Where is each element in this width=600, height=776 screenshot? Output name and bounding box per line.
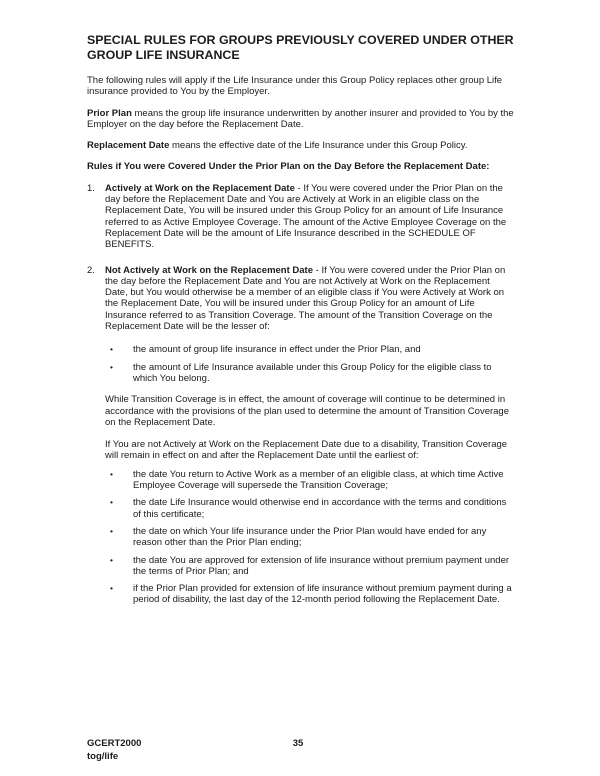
lesser-bullet-1-text: the amount of group life insurance in effect under the Prior Plan, and [133, 344, 421, 356]
earliest-bullet-3-text: the date on which Your life insurance under the Prior Plan would have ended for any reason other than the Prior Plan ending; [133, 525, 487, 549]
bullet-icon: • [110, 554, 113, 565]
item-2-paragraph [105, 265, 515, 333]
earliest-bullet-4 [105, 555, 515, 578]
bullet-icon: • [110, 468, 113, 479]
item-2-body [105, 265, 515, 612]
item-2-text: - If You were covered under the Prior Plan on the day before the Replacement Date and You are not Actively at Work on the Replacement Date, but You would otherwise be a member of an eligible class if You were Actively at Work on the Replacement Date, You will be insured under this Group Policy for an amount of Life Insurance referred to as Transition Coverage. The amount of the Transition Coverage on the Replacement Date will be the lesser of: [105, 264, 506, 333]
bullet-icon: • [110, 497, 113, 508]
intro-paragraph: The following rules will apply if the Life Insurance under this Group Policy replaces other group Life insurance provided to You by the Employer. [87, 75, 503, 98]
earliest-bullet-2-text: the date Life Insurance would otherwise end in accordance with the terms and conditions of this certificate; [133, 497, 507, 520]
item-1-text: - If You were covered under the Prior Plan on the day before the Replacement Date and You are Actively at Work in an eligible class on the Replacement Date, You will be insured under this Group Policy for an amount of Life Insurance referred to as Active Employee Coverage. The amount of the Active Employee Coverage on the Replacement Date will be the amount of Life Insurance described in the SCHEDULE OF BENEFITS. [105, 182, 507, 251]
bullet-icon: • [110, 344, 113, 355]
footer-form-line2: tog/life [87, 750, 119, 762]
bullet-icon: • [110, 583, 113, 594]
definition-prior-plan [87, 108, 515, 131]
bullet-icon: • [110, 361, 113, 372]
rules-heading: Rules if You were Covered Under the Prior Plan on the Day Before the Replacement Date: [87, 161, 490, 173]
definition-replacement-date [87, 140, 515, 151]
numbered-item-2 [87, 265, 515, 612]
earliest-bullet-5-text: if the Prior Plan provided for extension of life insurance without premium payment during a period of disability, the last day of the 12-month period following the Replacement Date. [133, 583, 512, 606]
prior-plan-term: Prior Plan [87, 107, 132, 119]
lesser-bullet-2-text: the amount of Life Insurance available under this Group Policy for the eligible class to which You belong. [133, 361, 492, 384]
replacement-date-definition-text: means the effective date of the Life Insurance under this Group Policy. [169, 140, 468, 152]
earliest-bullet-1-text: the date You return to Active Work as a member of an eligible class, at which time Active Employee Coverage will supersede the Transition Coverage; [133, 468, 504, 492]
disability-paragraph: If You are not Actively at Work on the Replacement Date due to a disability, Transition Coverage will remain in effect on and after the Replacement Date until the earliest of: [105, 439, 508, 462]
replacement-date-term: Replacement Date [87, 140, 170, 152]
earliest-bullet-4-text: the date You are approved for extension of life insurance without premium payment under the terms of Prior Plan; and [133, 554, 510, 577]
item-2-term: Not Actively at Work on the Replacement Date [105, 264, 313, 276]
while-transition-paragraph: While Transition Coverage is in effect, the amount of coverage will continue to be determined in accordance with the provisions of the plan used to determine the amount of Transition Coverage on the Replacement Date. [105, 394, 509, 428]
earliest-bullet-5 [105, 583, 515, 606]
lesser-bullet-1 [105, 344, 515, 355]
item-1-term: Actively at Work on the Replacement Date [105, 182, 295, 194]
page-title: SPECIAL RULES FOR GROUPS PREVIOUSLY COVERED UNDER OTHER GROUP LIFE INSURANCE [87, 33, 514, 62]
footer-page-number: 35 [292, 738, 304, 749]
item-2-number: 2. [87, 264, 95, 276]
prior-plan-definition-text: means the group life insurance underwritten by another insurer and provided to You by the Employer on the day before the Replacement Date. [87, 107, 514, 130]
earliest-bullet-1 [105, 469, 515, 492]
bullet-icon: • [110, 525, 113, 536]
lesser-bullet-2 [105, 362, 515, 385]
item-1-number: 1. [87, 182, 95, 194]
earliest-bullet-3 [105, 526, 515, 549]
footer-form-code: GCERT2000 [87, 738, 142, 749]
numbered-item-1 [87, 183, 515, 251]
document-content [87, 33, 515, 626]
earliest-bullet-2 [105, 497, 515, 520]
item-1-body [105, 183, 515, 251]
